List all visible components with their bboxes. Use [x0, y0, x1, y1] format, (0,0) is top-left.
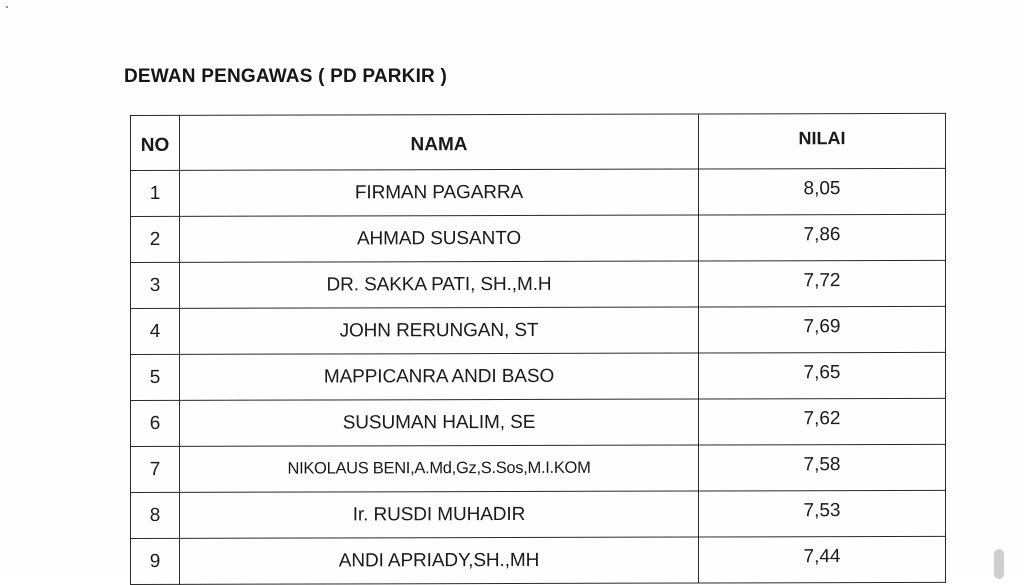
table-row	[131, 352, 946, 400]
table-row	[131, 214, 946, 262]
row-no: 9	[131, 538, 180, 584]
table-row	[131, 260, 946, 308]
row-no: 2	[131, 216, 180, 262]
row-no: 1	[131, 170, 180, 216]
table-row	[131, 490, 946, 538]
row-score: 8,05	[699, 168, 946, 215]
row-score: 7,62	[699, 398, 946, 445]
row-no: 4	[131, 308, 180, 354]
row-no: 6	[131, 400, 180, 446]
table-row	[131, 398, 946, 446]
row-name: FIRMAN PAGARRA	[180, 169, 699, 216]
table-row	[131, 536, 946, 584]
page-title: DEWAN PENGAWAS ( PD PARKIR )	[124, 66, 447, 87]
row-name: AHMAD SUSANTO	[180, 215, 699, 262]
row-name: Ir. RUSDI MUHADIR	[180, 491, 699, 538]
scrollbar-thumb[interactable]	[994, 549, 1004, 579]
table-row	[131, 444, 946, 492]
table-row	[131, 168, 946, 216]
corner-mark	[6, 6, 8, 8]
header-name: NAMA	[180, 114, 699, 170]
row-no: 5	[131, 354, 180, 400]
row-score: 7,58	[699, 444, 946, 491]
row-no: 7	[131, 446, 180, 492]
row-score: 7,65	[699, 352, 946, 399]
header-no: NO	[131, 115, 180, 170]
row-no: 8	[131, 492, 180, 538]
row-name: JOHN RERUNGAN, ST	[180, 307, 699, 354]
row-name: ANDI APRIADY,SH.,MH	[180, 537, 699, 584]
row-score: 7,86	[699, 214, 946, 261]
table-row	[131, 306, 946, 354]
table-header-row	[131, 113, 946, 170]
score-table	[130, 113, 946, 585]
row-score: 7,53	[699, 490, 946, 537]
row-name: NIKOLAUS BENI,A.Md,Gz,S.Sos,M.I.KOM	[180, 445, 699, 492]
row-score: 7,72	[699, 260, 946, 307]
row-name: MAPPICANRA ANDI BASO	[180, 353, 699, 400]
row-name: SUSUMAN HALIM, SE	[180, 399, 699, 446]
header-score: NILAI	[699, 113, 946, 169]
row-score: 7,44	[699, 536, 946, 583]
row-name: DR. SAKKA PATI, SH.,M.H	[180, 261, 699, 308]
row-no: 3	[131, 262, 180, 308]
row-score: 7,69	[699, 306, 946, 353]
